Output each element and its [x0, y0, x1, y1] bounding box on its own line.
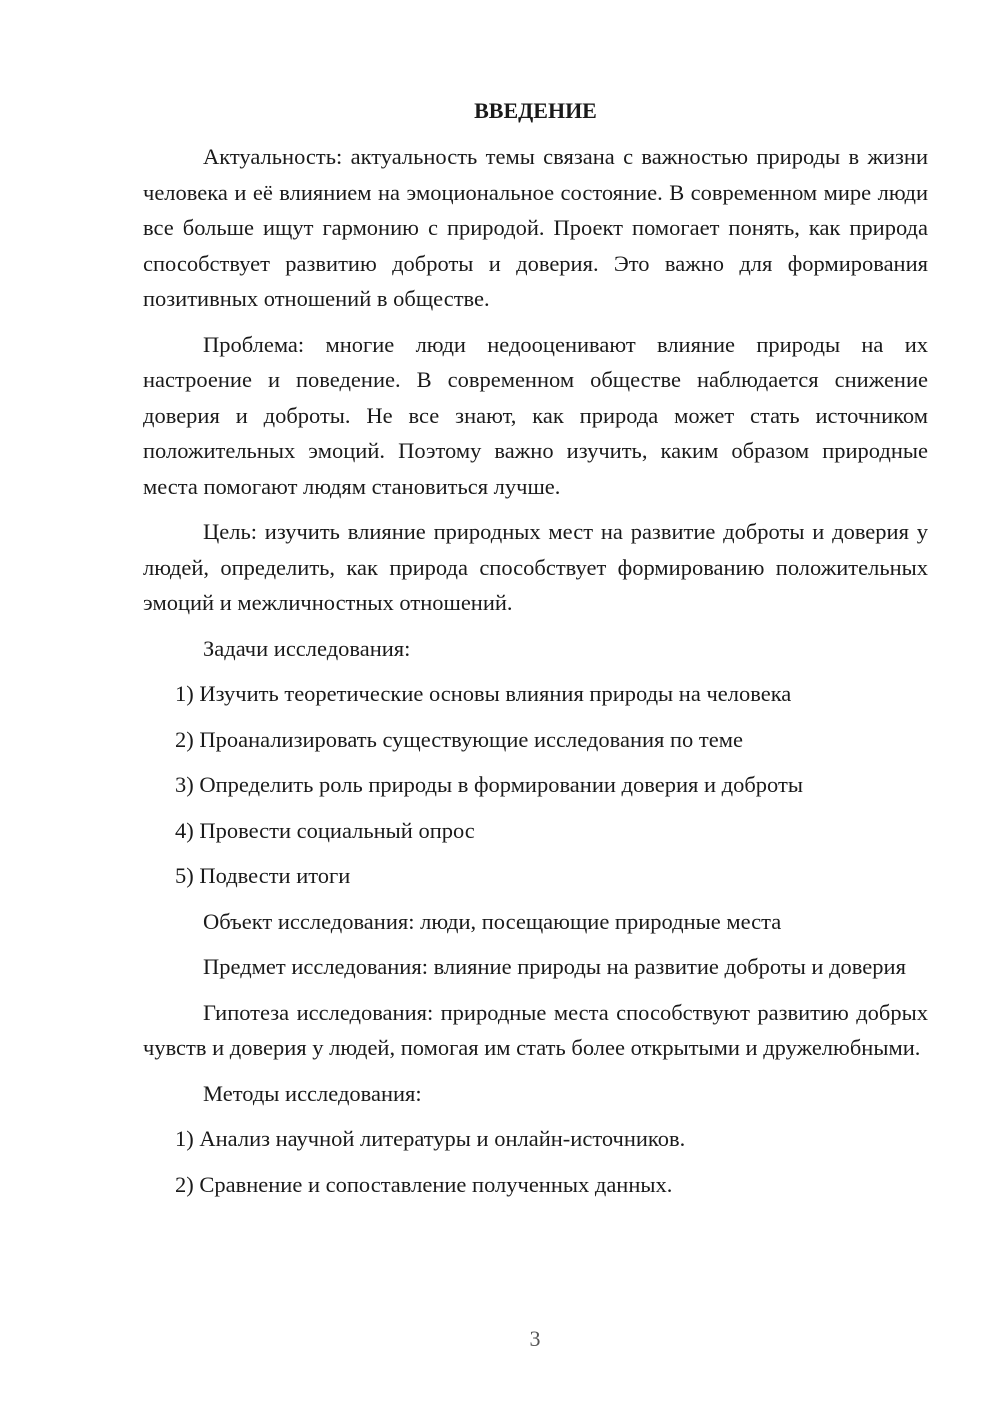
- method-item: 2) Сравнение и сопоставление полученных данных.: [175, 1171, 673, 1197]
- task-item: 3) Определить роль природы в формировании доверия и доброты: [175, 772, 803, 797]
- methods-title: Методы исследования:: [203, 1080, 422, 1106]
- page-number: 3: [529, 1326, 541, 1351]
- document-page: [143, 96, 928, 1212]
- task-item: 1) Изучить теоретические основы влияния природы на человека: [175, 681, 792, 706]
- object-line: Объект исследования: люди, посещающие природные места: [203, 908, 782, 934]
- method-item: 1) Анализ научной литературы и онлайн-источников.: [175, 1126, 686, 1151]
- subject-paragraph: Предмет исследования: влияние природы на развитие доброты и доверия: [203, 954, 906, 979]
- section-heading: ВВЕДЕНИЕ: [474, 98, 597, 123]
- hypothesis-paragraph: Гипотеза исследования: природные места способствуют развитию добрых чувств и доверия у людей, помогая им стать более открытыми и дружелюбными.: [143, 999, 928, 1060]
- problem-paragraph: Проблема: многие люди недооценивают влияние природы на их настроение и поведение. В современном обществе наблюдается снижение доверия и доброты. Не все знают, как природа может стать источником положительных эмоций. Поэтому важно изучить, каким образом природные места помогают людям становиться лучше.: [143, 331, 928, 499]
- goal-paragraph: Цель: изучить влияние природных мест на развитие доброты и доверия у людей, определить, как природа способствует формированию положительных эмоций и межличностных отношений.: [143, 519, 928, 615]
- task-item: 4) Провести социальный опрос: [175, 817, 475, 843]
- task-item: 5) Подвести итоги: [175, 863, 351, 888]
- task-item: 2) Проанализировать существующие исследования по теме: [175, 726, 743, 752]
- tasks-title: Задачи исследования:: [203, 635, 411, 661]
- relevance-paragraph: Актуальность: актуальность темы связана с важностью природы в жизни человека и её влиянием на эмоциональное состояние. В современном мире люди все больше ищут гармонию с природой. Проект помогает понять, как природа способствует развитию доброты и доверия. Это важно для формирования позитивных отношений в обществе.: [143, 144, 928, 311]
